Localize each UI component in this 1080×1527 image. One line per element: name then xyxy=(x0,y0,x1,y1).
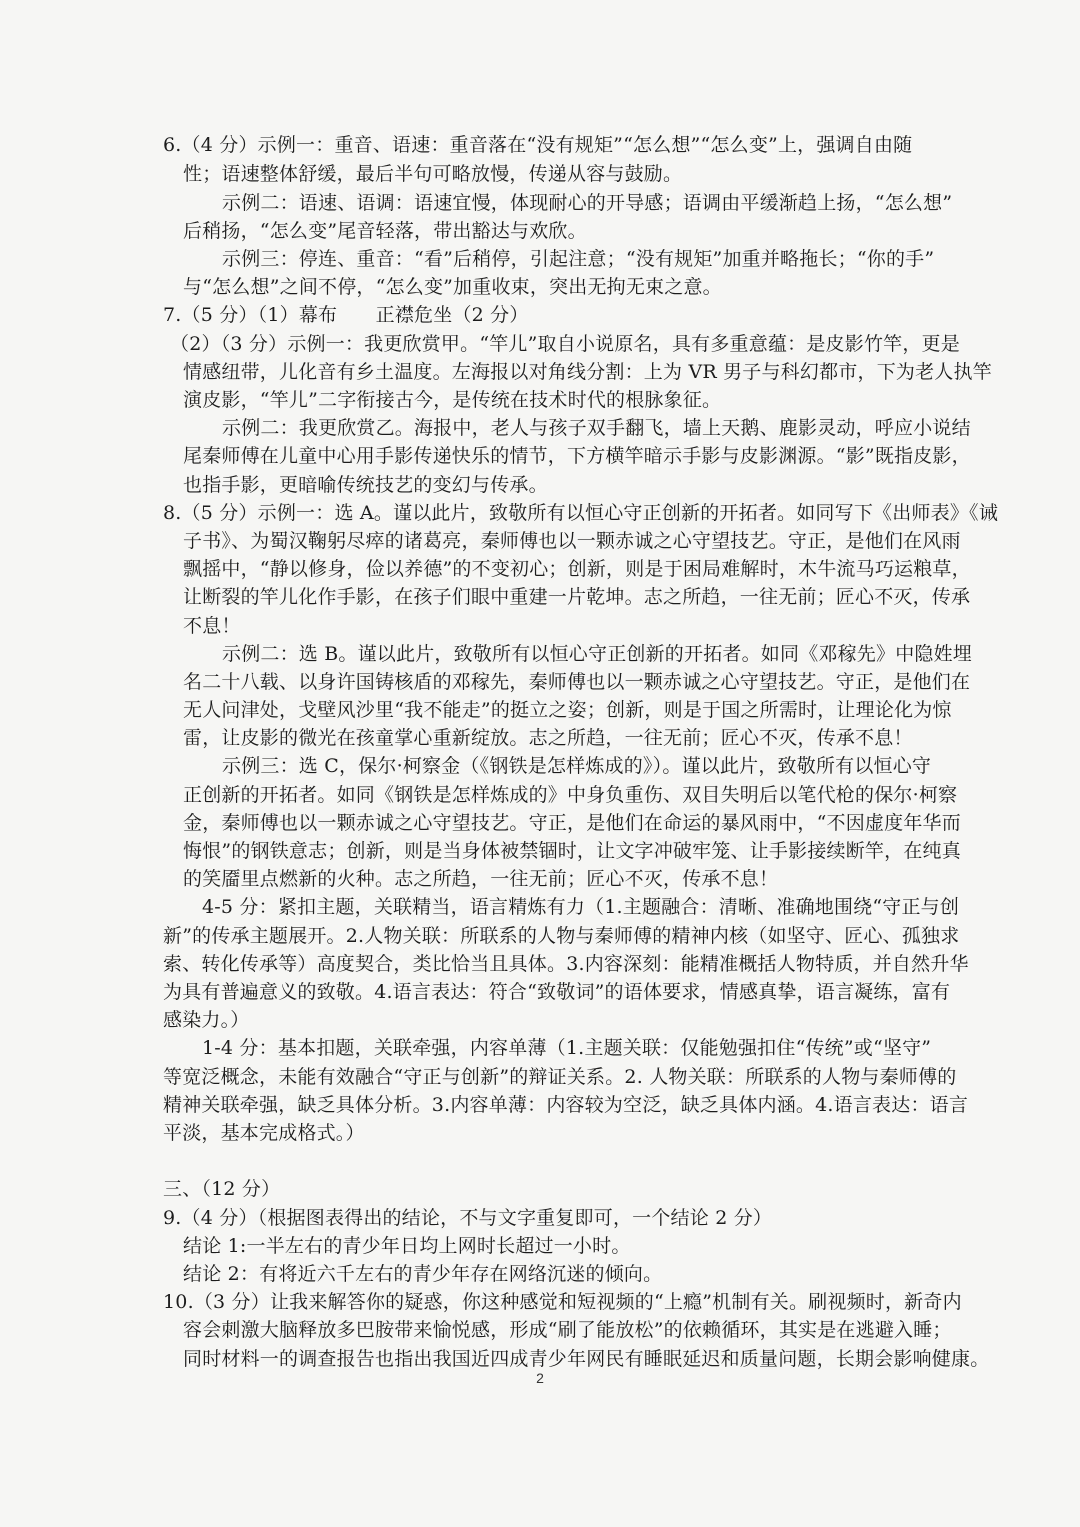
text-line: 示例三：停连、重音：“看”后稍停，引起注意；“没有规矩”加重并略拖长；“你的手” xyxy=(222,248,935,270)
text-line: 9.（4 分）（根据图表得出的结论，不与文字重复即可，一个结论 2 分） xyxy=(163,1207,773,1229)
section-heading: 三、（12 分） xyxy=(163,1178,281,1200)
text-line: 的笑靥里点燃新的火种。志之所趋，一往无前；匠心不灭，传承不息！ xyxy=(183,868,779,890)
text-line: 8.（5 分）示例一：选 A。谨以此片，致敬所有以恒心守正创新的开拓者。如同写下《出师表》《诫 xyxy=(163,502,998,524)
text-line: 6.（4 分）示例一：重音、语速：重音落在“没有规矩”“怎么想”“怎么变”上，强调自由随 xyxy=(163,134,913,156)
text-line: 示例二：我更欣赏乙。海报中，老人与孩子双手翻飞，墙上天鹅、鹿影灵动，呼应小说结 xyxy=(222,417,971,439)
text-line: 容会刺激大脑释放多巴胺带来愉悦感，形成“刷了能放松”的依赖循环，其实是在逃避入睡； xyxy=(183,1319,952,1341)
text-line: 性；语速整体舒缓，最后半句可略放慢，传递从容与鼓励。 xyxy=(183,163,683,185)
text-line: 悔恨”的钢铁意志；创新，则是当身体被禁锢时，让文字冲破牢笼、让手影接续断竿，在纯真 xyxy=(183,840,961,862)
text-line: 无人问津处，戈壁风沙里“我不能走”的挺立之姿；创新，则是于国之所需时，让理论化为惊 xyxy=(183,699,952,721)
text-line: 演皮影，“竿儿”二字衔接古今，是传统在技术时代的根脉象征。 xyxy=(183,389,722,411)
text-line: 与“怎么想”之间不停，“怎么变”加重收束，突出无拘无束之意。 xyxy=(183,276,722,298)
text-line: 名二十八载、以身许国铸核盾的邓稼先，秦师傅也以一颗赤诚之心守望技艺。守正，是他们在 xyxy=(183,671,971,693)
text-line: 示例三：选 C，保尔·柯察金（《钢铁是怎样炼成的》）。谨以此片，致敬所有以恒心守 xyxy=(222,755,932,777)
text-line: 新”的传承主题展开。2.人物关联：所联系的人物与秦师傅的精神内核（如坚守、匠心、孤独求 xyxy=(163,925,960,947)
text-line: 感染力。） xyxy=(163,1009,250,1031)
text-line: 结论 1:一半左右的青少年日均上网时长超过一小时。 xyxy=(183,1235,631,1257)
text-line: 结论 2：有将近六千左右的青少年存在网络沉迷的倾向。 xyxy=(183,1263,663,1285)
text-line: 金，秦师傅也以一颗赤诚之心守望技艺。守正，是他们在命运的暴风雨中，“不因虚度年华而 xyxy=(183,812,961,834)
text-line: 同时材料一的调查报告也指出我国近四成青少年网民有睡眠延迟和质量问题，长期会影响健康。 xyxy=(183,1348,990,1370)
text-line: 也指手影，更暗喻传统技艺的变幻与传承。 xyxy=(183,474,548,496)
text-line: 不息！ xyxy=(183,615,241,637)
text-line: 示例二：语速、语调：语速宜慢，体现耐心的开导感；语调由平缓渐趋上扬，“怎么想” xyxy=(222,192,953,214)
text-line: 索、转化传承等）高度契合，类比恰当且具体。3.内容深刻：能精准概括人物特质，并自然升华 xyxy=(163,953,969,975)
text-line: 子书》、为蜀汉鞠躬尽瘁的诸葛亮，秦师傅也以一颗赤诚之心守望技艺。守正，是他们在风雨 xyxy=(183,530,961,552)
text-line: 精神关联牵强，缺乏具体分析。3.内容单薄：内容较为空泛，缺乏具体内涵。4.语言表达：语言 xyxy=(163,1094,969,1116)
text-line: 让断裂的竿儿化作手影，在孩子们眼中重建一片乾坤。志之所趋，一往无前；匠心不灭，传承 xyxy=(183,586,971,608)
text-line: 为具有普遍意义的致敬。4.语言表达：符合“致敬词”的语体要求，情感真挚，语言凝练，富有 xyxy=(163,981,951,1003)
text-line: 情感纽带，儿化音有乡土温度。左海报以对角线分割：上为 VR 男子与科幻都市，下为老人执竿 xyxy=(183,361,992,383)
text-line: 飘摇中，“静以修身，俭以养德”的不变初心；创新，则是于困局难解时，木牛流马巧运粮草， xyxy=(183,558,971,580)
text-line: 示例二：选 B。谨以此片，致敬所有以恒心守正创新的开拓者。如同《邓稼先》中隐姓埋 xyxy=(222,643,973,665)
text-line: 4-5 分：紧扣主题，关联精当，语言精炼有力（1.主题融合：清晰、准确地围绕“守正与创 xyxy=(202,896,960,918)
text-line: 等宽泛概念，未能有效融合“守正与创新”的辩证关系。2. 人物关联：所联系的人物与秦师傅的 xyxy=(163,1066,957,1088)
text-line: 10.（3 分）让我来解答你的疑惑，你这种感觉和短视频的“上瘾”机制有关。刷视频时，新奇内 xyxy=(163,1291,962,1313)
text-line: 7.（5 分）（1）幕布 正襟危坐（2 分） xyxy=(163,304,529,326)
text-line: 平淡，基本完成格式。） xyxy=(163,1122,365,1144)
text-line: 正创新的开拓者。如同《钢铁是怎样炼成的》中身负重伤、双目失明后以笔代枪的保尔·柯察 xyxy=(183,784,958,806)
text-line: 尾秦师傅在儿童中心用手影传递快乐的情节，下方横竿暗示手影与皮影渊源。“影”既指皮影， xyxy=(183,445,971,467)
text-line: 1-4 分：基本扣题，关联牵强，内容单薄（1.主题关联：仅能勉强扣住“传统”或“坚守” xyxy=(202,1037,932,1059)
text-line: 后稍扬，“怎么变”尾音轻落，带出豁达与欢欣。 xyxy=(183,220,587,242)
text-line: （2）（3 分）示例一：我更欣赏甲。“竿儿”取自小说原名，具有多重意蕴：是皮影竹竿，更是 xyxy=(170,333,960,355)
page-number: 2 xyxy=(536,1370,544,1386)
text-line: 雷，让皮影的微光在孩童掌心重新绽放。志之所趋，一往无前；匠心不灭，传承不息！ xyxy=(183,727,913,749)
